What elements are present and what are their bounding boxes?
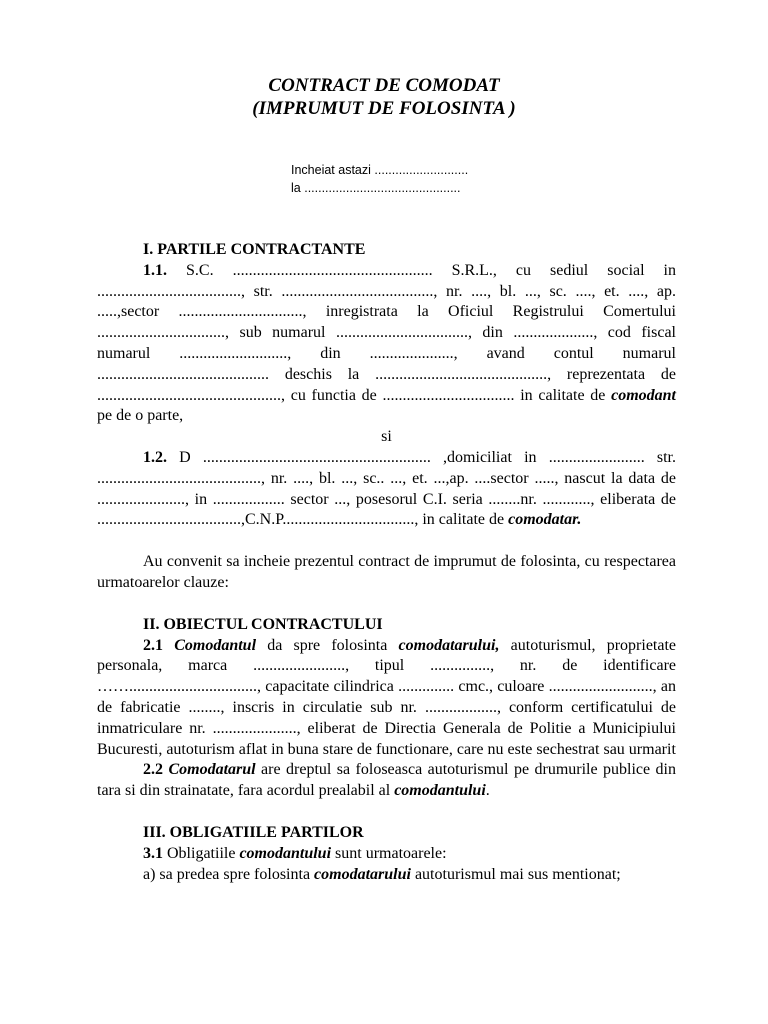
section-heading-parties: I. PARTILE CONTRACTANTE xyxy=(143,241,366,258)
clause-2-2: 2.2 Comodatarul are dreptul sa foloseasca autoturismul pe drumurile publice din tara si din strainatate, fara acordul prealabil al comodantului. xyxy=(97,761,677,800)
conjunction-si: si xyxy=(381,428,392,446)
contract-subtitle: (IMPRUMUT DE FOLOSINTA ) xyxy=(252,98,516,119)
section-heading-obligations: III. OBLIGATIILE PARTILOR xyxy=(143,823,364,841)
clause-number: 2.2 xyxy=(143,761,163,779)
clause-number: 1.2. xyxy=(143,448,167,466)
contract-body xyxy=(97,240,676,885)
role-comodatar: comodatar. xyxy=(508,511,582,529)
obligation-item-a: a) sa predea spre folosinta comodatarului autoturismul mai sus mentionat; xyxy=(143,865,621,883)
clause-1-2: 1.2. D ......................................................... ,domiciliat in ........................ str. ........................................., nr. ...., bl. ..., sc.. ..., et. ...,ap. ....sector ....., nascut la data de ......................, in .................. sector ..., posesorul C.I. seria ........nr. ............, eliberata de ....................................,C.N.P................................., in calitate de comodatar. xyxy=(97,448,676,529)
place-label: la xyxy=(291,181,301,195)
role-comodant: comodant xyxy=(611,386,676,404)
clause-1-1: 1.1. S.C. .................................................. S.R.L., cu sediul social in ...................................., str. ......................................, nr. ...., bl. ..., sc. ...., et. ...., ap. .....,sector ..............................., inregistrata la Oficiul Registrului Comertului ................................, sub numarul ................................., din ...................., cod fiscal numarul ..........................., din ....................., avand contul numarul ........................................... deschis la ..........................................., reprezentata de .............................................., cu functia de ................................. in calitate de comodant pe de o parte, xyxy=(97,261,676,425)
clause-2-1: 2.1 Comodantul da spre folosinta comodatarului, autoturismul, proprietate personala, marca ......................., tipul ..............., nr. de identificare ……................................, capacitate cilindrica .............. cmc., culoare .........................., an de fabricatie ........, inscris in circulatie sub nr. .................., conform certificatului de inmatriculare nr. ....................., eliberat de Directia Generala de Politie a Municipiului Bucuresti, autoturism aflat in buna stare de functionare, care nu este sechestrat sau urmarit xyxy=(97,636,677,758)
place-line xyxy=(291,181,461,195)
concluded-label: Incheiat astazi xyxy=(291,163,371,177)
concluded-date-line xyxy=(291,163,468,177)
agreement-paragraph: Au convenit sa incheie prezentul contract de imprumut de folosinta, cu respectarea urmatoarelor clauze: xyxy=(97,553,676,591)
contract-title: CONTRACT DE COMODAT xyxy=(268,75,500,96)
clause-number: 3.1 xyxy=(143,844,163,862)
concluded-date-blank: ........................... xyxy=(374,163,469,177)
clause-number: 1.1. xyxy=(143,261,167,279)
section-heading-object: II. OBIECTUL CONTRACTULUI xyxy=(143,615,383,633)
clause-3-1: 3.1 Obligatiile comodantului sunt urmatoarele: xyxy=(143,844,447,862)
place-blank: ............................................. xyxy=(304,181,461,195)
clause-number: 2.1 xyxy=(143,636,163,654)
